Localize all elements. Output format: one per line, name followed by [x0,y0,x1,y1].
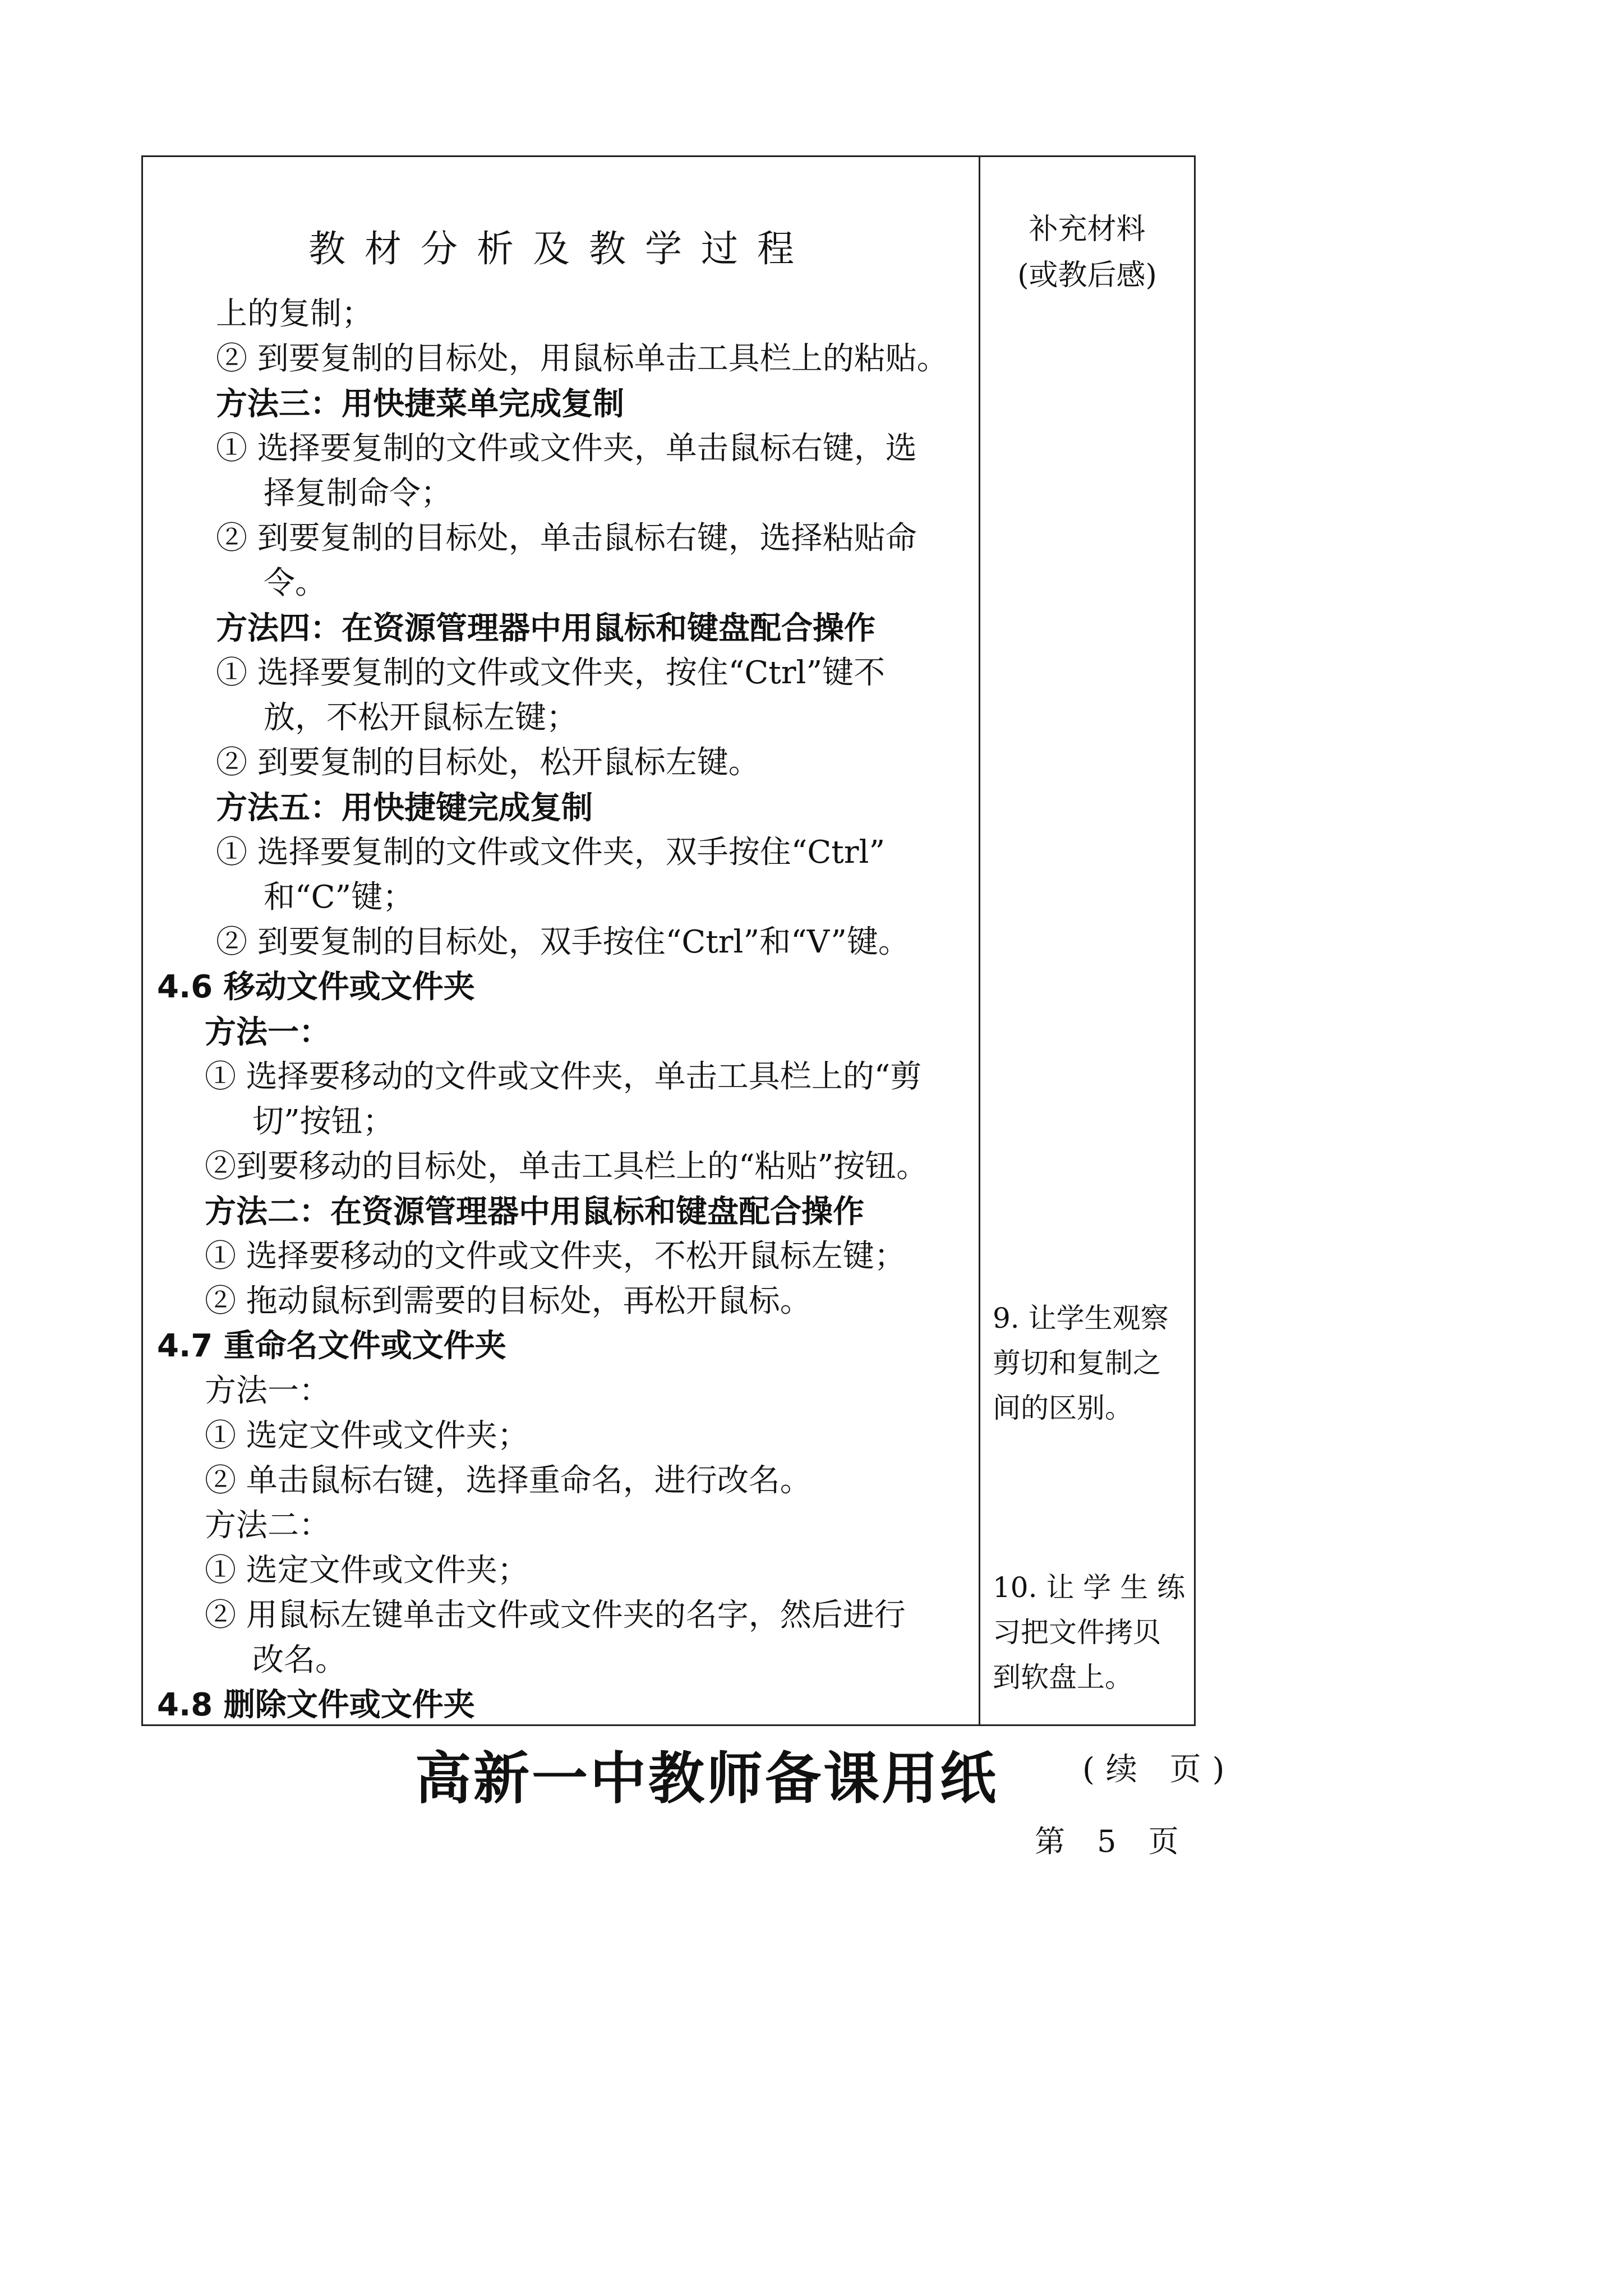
content-line: ② 到要复制的目标处，用鼠标单击工具栏上的粘贴。 [216,341,948,377]
content-line: ① 选择要复制的文件或文件夹，按住“Ctrl”键不 [216,655,886,691]
content-line: ② 到要复制的目标处，松开鼠标左键。 [216,744,760,781]
content-line: ② 用鼠标左键单击文件或文件夹的名字，然后进行 [205,1597,906,1634]
content-line: ① 选择要移动的文件或文件夹，单击工具栏上的“剪 [205,1059,922,1095]
side-note-line: 10. 让 学 生 练 [993,1571,1186,1604]
side-header-line-2: (或教后感) [1017,259,1157,292]
lesson-content [143,292,979,1728]
side-note-line: 间的区别。 [993,1392,1133,1424]
content-line: ① 选定文件或文件夹； [205,1552,529,1589]
lesson-plan-table [141,155,1196,1726]
main-column [143,157,979,1724]
side-note [993,1565,1186,1700]
section-heading: 4.7 重命名文件或文件夹 [157,1328,506,1364]
page-subtitle: (续 页) [1082,1751,1236,1788]
content-line: ②到要移动的目标处，单击工具栏上的“粘贴”按钮。 [205,1148,928,1185]
content-line: 方法二： [205,1507,330,1544]
side-column-header [980,206,1194,298]
page-number: 第 5 页 [1035,1824,1179,1859]
page-title: 高新一中教师备课用纸 [415,1746,998,1811]
content-line: 择复制命令； [264,475,452,512]
content-line: ① 选择要复制的文件或文件夹，单击鼠标右键，选 [216,430,917,467]
content-line: 方法四：在资源管理器中用鼠标和键盘配合操作 [216,610,875,647]
side-note-line: 9. 让学生观察 [993,1302,1169,1335]
content-line: 方法一： [205,1373,330,1409]
content-line: 方法一： [205,1014,330,1051]
side-column [980,157,1194,1724]
content-line: 方法二：在资源管理器中用鼠标和键盘配合操作 [205,1193,864,1230]
side-note-line: 到软盘上。 [993,1661,1133,1694]
content-line: ① 选定文件或文件夹； [205,1418,529,1454]
content-line: 令。 [264,565,326,601]
side-note-line: 剪切和复制之 [993,1347,1161,1379]
content-line: 放，不松开鼠标左键； [264,700,578,736]
content-line: ① 选择要复制的文件或文件夹，双手按住“Ctrl” [216,834,886,871]
content-line: ② 到要复制的目标处，单击鼠标右键，选择粘贴命 [216,520,917,556]
content-line: 上的复制； [216,296,373,332]
content-line: 方法五：用快捷键完成复制 [216,789,593,826]
content-line: ② 拖动鼠标到需要的目标处，再松开鼠标。 [205,1283,811,1319]
side-header-line-1: 补充材料 [1029,213,1146,246]
content-line: 改名。 [252,1642,347,1678]
content-line: 方法三：用快捷菜单完成复制 [216,385,624,422]
section-heading: 4.6 移动文件或文件夹 [157,969,475,1005]
side-note [993,1296,1178,1430]
content-line: 和“C”键； [264,879,414,915]
side-note-line: 习把文件拷贝 [993,1616,1161,1649]
content-line: ② 单击鼠标右键，选择重命名，进行改名。 [205,1462,811,1499]
content-line: ① 选择要移动的文件或文件夹，不松开鼠标左键； [205,1238,906,1274]
section-heading: 4.8 删除文件或文件夹 [157,1687,475,1723]
content-line: ② 到要复制的目标处，双手按住“Ctrl”和“V”键。 [216,924,910,960]
main-column-header: 教材分析及教学过程 [308,227,813,270]
content-line: 切”按钮； [252,1103,394,1140]
